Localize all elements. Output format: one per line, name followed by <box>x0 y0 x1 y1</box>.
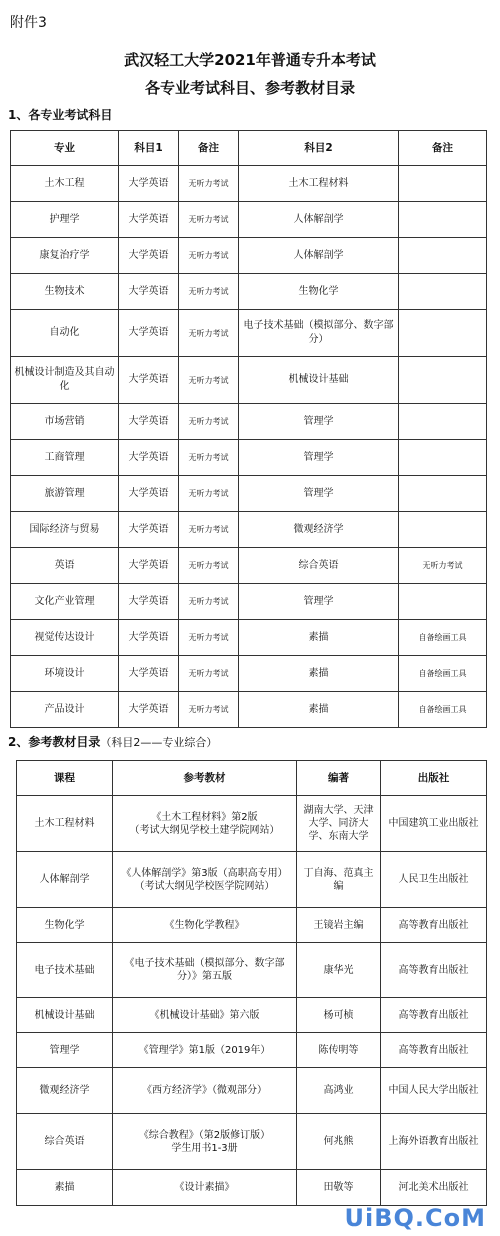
table-row <box>17 796 487 852</box>
table-row <box>11 656 487 692</box>
subject2-cell: 管理学 <box>239 440 399 476</box>
table-row <box>17 1068 487 1114</box>
reference-book-line: 《机械设计基础》第六版 <box>149 1009 260 1021</box>
course-cell: 电子技术基础 <box>17 943 113 998</box>
column-header: 备注 <box>399 131 487 166</box>
note2-cell: 自备绘画工具 <box>399 620 487 656</box>
table-row <box>17 1170 487 1206</box>
note2-cell <box>399 202 487 238</box>
subject2-cell: 土木工程材料 <box>239 166 399 202</box>
attachment-label: 附件3 <box>10 15 47 31</box>
publisher-cell: 河北美术出版社 <box>381 1170 487 1206</box>
note1-cell: 无听力考试 <box>179 274 239 310</box>
publisher-cell: 中国人民大学出版社 <box>381 1068 487 1114</box>
column-header: 科目1 <box>119 131 179 166</box>
note2-cell <box>399 238 487 274</box>
section-heading-subjects: 1、各专业考试科目 <box>8 108 113 122</box>
note1-cell: 无听力考试 <box>179 357 239 404</box>
reference-book-cell <box>113 796 297 852</box>
table-row <box>11 512 487 548</box>
section-heading-text: 2、参考教材目录 <box>8 735 101 749</box>
subject1-cell: 大学英语 <box>119 692 179 728</box>
note1-cell: 无听力考试 <box>179 476 239 512</box>
subject2-cell: 素描 <box>239 620 399 656</box>
note1-cell: 无听力考试 <box>179 238 239 274</box>
reference-book-line: 《综合教程》（第2版修订版） <box>138 1129 271 1141</box>
subject2-cell: 综合英语 <box>239 548 399 584</box>
reference-book-line: 《西方经济学》（微观部分） <box>142 1085 267 1096</box>
reference-book-cell <box>113 908 297 943</box>
major-cell: 产品设计 <box>11 692 119 728</box>
note1-cell: 无听力考试 <box>179 620 239 656</box>
note2-cell <box>399 476 487 512</box>
author-cell: 何兆熊 <box>297 1114 381 1170</box>
author-cell: 高鸿业 <box>297 1068 381 1114</box>
textbooks-table <box>16 760 487 1206</box>
reference-book-line: 《电子技术基础（模拟部分、数字部分）》第五版 <box>124 958 285 982</box>
table-row <box>11 440 487 476</box>
column-header: 备注 <box>179 131 239 166</box>
note1-cell: 无听力考试 <box>179 166 239 202</box>
section-heading-note: （科目2——专业综合） <box>100 736 218 749</box>
publisher-cell: 上海外语教育出版社 <box>381 1114 487 1170</box>
reference-book-line: 学生用书1-3册 <box>171 1142 238 1154</box>
column-header: 课程 <box>17 761 113 796</box>
publisher-cell: 高等教育出版社 <box>381 908 487 943</box>
table-row <box>17 908 487 943</box>
note1-cell: 无听力考试 <box>179 440 239 476</box>
subject1-cell: 大学英语 <box>119 476 179 512</box>
major-cell: 土木工程 <box>11 166 119 202</box>
publisher-cell: 高等教育出版社 <box>381 1033 487 1068</box>
subject1-cell: 大学英语 <box>119 202 179 238</box>
major-cell: 环境设计 <box>11 656 119 692</box>
major-cell: 视觉传达设计 <box>11 620 119 656</box>
reference-book-line: 《生物化学教程》 <box>164 919 245 931</box>
note2-cell <box>399 357 487 404</box>
major-cell: 自动化 <box>11 310 119 357</box>
course-cell: 管理学 <box>17 1033 113 1068</box>
reference-book-cell <box>113 852 297 908</box>
subject2-cell: 机械设计基础 <box>239 357 399 404</box>
reference-book-line: （考试大纲见学校土建学院网站） <box>129 824 280 836</box>
major-cell: 旅游管理 <box>11 476 119 512</box>
course-cell: 机械设计基础 <box>17 998 113 1033</box>
major-cell: 生物技术 <box>11 274 119 310</box>
table-row <box>17 1033 487 1068</box>
major-cell: 市场营销 <box>11 404 119 440</box>
publisher-cell: 高等教育出版社 <box>381 998 487 1033</box>
subject2-cell: 管理学 <box>239 404 399 440</box>
reference-book-cell <box>113 1114 297 1170</box>
table-row <box>11 584 487 620</box>
subject2-cell: 人体解剖学 <box>239 238 399 274</box>
note1-cell: 无听力考试 <box>179 548 239 584</box>
reference-book-cell <box>113 943 297 998</box>
subjects-table <box>10 130 487 728</box>
note2-cell <box>399 440 487 476</box>
site-watermark: UiBQ.CoM <box>344 1204 486 1232</box>
reference-book-line: 《土木工程材料》第2版 <box>151 811 258 823</box>
subject1-cell: 大学英语 <box>119 512 179 548</box>
column-header: 科目2 <box>239 131 399 166</box>
note2-cell: 自备绘画工具 <box>399 656 487 692</box>
column-header: 参考教材 <box>113 761 297 796</box>
reference-book-cell <box>113 1068 297 1114</box>
course-cell: 土木工程材料 <box>17 796 113 852</box>
table-row <box>17 998 487 1033</box>
note1-cell: 无听力考试 <box>179 404 239 440</box>
table-row <box>11 238 487 274</box>
subject2-cell: 人体解剖学 <box>239 202 399 238</box>
note1-cell: 无听力考试 <box>179 202 239 238</box>
reference-book-cell <box>113 998 297 1033</box>
major-cell: 英语 <box>11 548 119 584</box>
note2-cell: 无听力考试 <box>399 548 487 584</box>
author-cell: 田敬等 <box>297 1170 381 1206</box>
table-row <box>17 1114 487 1170</box>
course-cell: 综合英语 <box>17 1114 113 1170</box>
subject1-cell: 大学英语 <box>119 357 179 404</box>
subject1-cell: 大学英语 <box>119 274 179 310</box>
subject2-cell: 管理学 <box>239 476 399 512</box>
subject2-cell: 素描 <box>239 656 399 692</box>
subject1-cell: 大学英语 <box>119 166 179 202</box>
author-cell: 杨可桢 <box>297 998 381 1033</box>
course-cell: 人体解剖学 <box>17 852 113 908</box>
course-cell: 素描 <box>17 1170 113 1206</box>
subjects-table-body <box>11 166 487 728</box>
subject1-cell: 大学英语 <box>119 238 179 274</box>
note2-cell <box>399 310 487 357</box>
column-header: 专业 <box>11 131 119 166</box>
subject2-cell: 微观经济学 <box>239 512 399 548</box>
reference-book-cell <box>113 1033 297 1068</box>
course-cell: 微观经济学 <box>17 1068 113 1114</box>
major-cell: 文化产业管理 <box>11 584 119 620</box>
table-row <box>11 274 487 310</box>
major-cell: 国际经济与贸易 <box>11 512 119 548</box>
column-header: 出版社 <box>381 761 487 796</box>
note2-cell <box>399 512 487 548</box>
note1-cell: 无听力考试 <box>179 656 239 692</box>
author-cell: 康华光 <box>297 943 381 998</box>
reference-book-line: 《管理学》第1版（2019年） <box>138 1044 271 1056</box>
subject2-cell: 管理学 <box>239 584 399 620</box>
note1-cell: 无听力考试 <box>179 310 239 357</box>
table-row <box>11 310 487 357</box>
note2-cell <box>399 166 487 202</box>
major-cell: 康复治疗学 <box>11 238 119 274</box>
subject1-cell: 大学英语 <box>119 440 179 476</box>
table-row <box>11 404 487 440</box>
note2-cell: 自备绘画工具 <box>399 692 487 728</box>
reference-book-line: 《人体解剖学》第3版（高职高专用）（考试大纲见学校医学院网站） <box>121 867 288 892</box>
document-title: 武汉轻工大学2021年普通专升本考试 <box>124 51 376 69</box>
table-row <box>11 476 487 512</box>
table-row <box>11 620 487 656</box>
column-header: 编著 <box>297 761 381 796</box>
publisher-cell: 人民卫生出版社 <box>381 852 487 908</box>
note1-cell: 无听力考试 <box>179 512 239 548</box>
subject1-cell: 大学英语 <box>119 656 179 692</box>
subject2-cell: 生物化学 <box>239 274 399 310</box>
table-row <box>17 943 487 998</box>
table-row <box>17 852 487 908</box>
table-row <box>11 166 487 202</box>
subject1-cell: 大学英语 <box>119 404 179 440</box>
subject1-cell: 大学英语 <box>119 620 179 656</box>
subject2-cell: 素描 <box>239 692 399 728</box>
reference-book-cell <box>113 1170 297 1206</box>
subject1-cell: 大学英语 <box>119 584 179 620</box>
table-row <box>11 202 487 238</box>
publisher-cell: 中国建筑工业出版社 <box>381 796 487 852</box>
major-cell: 机械设计制造及其自动化 <box>11 357 119 404</box>
subject1-cell: 大学英语 <box>119 310 179 357</box>
major-cell: 工商管理 <box>11 440 119 476</box>
author-cell: 王镜岩主编 <box>297 908 381 943</box>
table-row <box>11 692 487 728</box>
note2-cell <box>399 404 487 440</box>
note1-cell: 无听力考试 <box>179 692 239 728</box>
publisher-cell: 高等教育出版社 <box>381 943 487 998</box>
subject1-cell: 大学英语 <box>119 548 179 584</box>
course-cell: 生物化学 <box>17 908 113 943</box>
section-heading-textbooks <box>8 734 217 751</box>
author-cell: 陈传明等 <box>297 1033 381 1068</box>
author-cell: 丁自海、范真主编 <box>297 852 381 908</box>
document-subtitle: 各专业考试科目、参考教材目录 <box>144 79 355 97</box>
author-cell: 湖南大学、天津大学、同济大学、东南大学 <box>297 796 381 852</box>
reference-book-line: 《设计素描》 <box>174 1182 235 1193</box>
table-row <box>11 548 487 584</box>
table-row <box>11 357 487 404</box>
note2-cell <box>399 274 487 310</box>
textbooks-table-body <box>17 796 487 1206</box>
note2-cell <box>399 584 487 620</box>
note1-cell: 无听力考试 <box>179 584 239 620</box>
major-cell: 护理学 <box>11 202 119 238</box>
subject2-cell: 电子技术基础（模拟部分、数字部分） <box>239 310 399 357</box>
